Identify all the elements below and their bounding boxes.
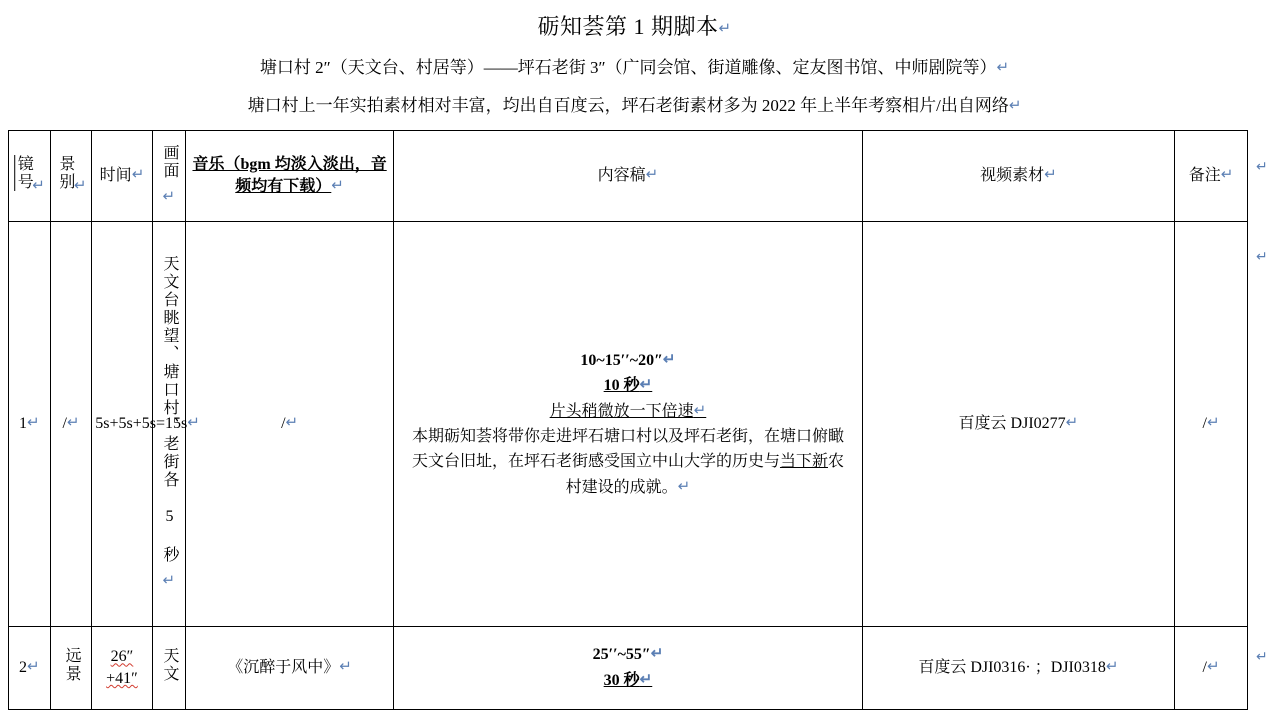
- content-line-3: 片头稍微放一下倍速: [549, 403, 694, 421]
- cell-content: [394, 222, 863, 627]
- paragraph-mark-icon: ↵: [339, 658, 352, 676]
- intro-paragraph-1-text: 塘口村 2″（天文台、村居等）——坪石老街 3″（广同会馆、街道雕像、定友图书馆、中师剧院等）: [259, 58, 997, 77]
- content-body-part-a: 本期砺知荟将带你走进坪石塘口村以及坪石老街，在塘口俯瞰天文台旧址，在坪石老街感受国立中山大学的历史与: [411, 428, 844, 470]
- paragraph-mark-icon: ↵: [1256, 648, 1268, 664]
- cell-picture: [152, 627, 185, 710]
- column-header-picture: [152, 131, 185, 222]
- column-header-video-label: 视频素材: [980, 167, 1045, 185]
- paragraph-mark-icon: ↵: [1256, 158, 1268, 174]
- table-row: [9, 627, 1248, 710]
- column-header-content: [394, 131, 863, 222]
- paragraph-mark-icon: ↵: [1008, 96, 1022, 114]
- cell-scene-value: 远景: [63, 646, 81, 683]
- paragraph-mark-icon: ↵: [331, 177, 344, 194]
- cell-music: [185, 222, 393, 627]
- paragraph-mark-icon: ↵: [32, 176, 45, 194]
- content-line-2: 10 秒: [603, 377, 640, 395]
- script-table: [8, 130, 1248, 710]
- cell-note: [1175, 627, 1248, 710]
- page-title: [0, 10, 1269, 41]
- document-page: [0, 10, 1269, 727]
- paragraph-mark-icon: ↵: [285, 414, 299, 432]
- cell-note: [1175, 222, 1248, 627]
- column-header-music: [185, 131, 393, 222]
- content-line-1: 25′′~55″: [592, 646, 651, 664]
- cell-shot: [9, 222, 51, 627]
- paragraph-mark-icon: ↵: [1044, 166, 1057, 184]
- content-body-underlined: 当下新: [779, 452, 828, 470]
- table-row: [9, 222, 1248, 627]
- column-header-video: [862, 131, 1174, 222]
- paragraph-mark-icon: ↵: [27, 658, 40, 676]
- cell-time: [92, 627, 152, 710]
- paragraph-mark-icon: ↵: [718, 20, 732, 37]
- paragraph-mark-icon: ↵: [187, 414, 200, 432]
- paragraph-mark-icon: ↵: [162, 187, 176, 205]
- cell-scene-value: /: [62, 415, 67, 433]
- column-header-time: [92, 131, 152, 222]
- paragraph-mark-icon: ↵: [131, 166, 145, 184]
- cell-shot-value: 2: [19, 659, 28, 677]
- column-header-note-label: 备注: [1188, 167, 1221, 185]
- column-header-scene: [50, 131, 92, 222]
- paragraph-mark-icon: ↵: [1220, 166, 1234, 184]
- cell-note-value: /: [1202, 659, 1207, 677]
- cell-scene: [50, 222, 92, 627]
- paragraph-mark-icon: ↵: [650, 645, 664, 663]
- cell-time-value: 26″+41″: [106, 648, 138, 687]
- cell-video-value: 百度云 DJI0316· ；DJI0318: [918, 659, 1106, 677]
- content-body-part-b: 农村建设的成就。: [565, 452, 844, 496]
- paragraph-mark-icon: ↵: [66, 414, 80, 432]
- paragraph-mark-icon: ↵: [1105, 658, 1119, 676]
- paragraph-mark-icon: ↵: [1065, 414, 1079, 432]
- cell-video: [862, 222, 1174, 627]
- cell-music-value: /: [281, 415, 286, 433]
- column-header-content-label: 内容稿: [597, 167, 646, 185]
- column-header-note: [1175, 131, 1248, 222]
- paragraph-mark-icon: ↵: [1206, 414, 1220, 432]
- paragraph-mark-icon: ↵: [27, 414, 40, 432]
- paragraph-mark-icon: ↵: [1206, 658, 1220, 676]
- cell-picture-value: 天文台眺望、塘口村、老街各 5 秒: [161, 255, 178, 565]
- paragraph-mark-icon: ↵: [996, 59, 1010, 76]
- paragraph-mark-icon: ↵: [677, 477, 691, 495]
- cell-picture-value: 天文: [161, 646, 178, 683]
- column-header-shot: [9, 131, 51, 222]
- cell-scene: [50, 627, 92, 710]
- paragraph-mark-icon: ↵: [693, 402, 707, 420]
- cell-note-value: /: [1202, 415, 1207, 433]
- cell-shot: [9, 627, 51, 710]
- paragraph-mark-icon: ↵: [639, 376, 653, 394]
- paragraph-mark-icon: ↵: [162, 572, 176, 589]
- paragraph-mark-icon: ↵: [662, 350, 676, 368]
- column-header-scene-label: 景别: [56, 154, 74, 191]
- content-line-1: 10~15′′~20″: [580, 351, 663, 369]
- intro-paragraph-1: [0, 55, 1269, 81]
- paragraph-mark-icon: ↵: [645, 166, 659, 184]
- cell-content: [394, 627, 863, 710]
- paragraph-mark-icon: ↵: [639, 671, 653, 688]
- paragraph-mark-icon: ↵: [1256, 248, 1268, 264]
- intro-paragraph-2-text: 塘口村上一年实拍素材相对丰富，均出自百度云，坪石老街素材多为 2022 年上半年考察相片/出自网络: [247, 95, 1009, 115]
- intro-paragraph-2: [0, 93, 1269, 119]
- column-header-picture-label: 画面: [161, 143, 178, 180]
- cell-time-value: 5s+5s+5s=15s: [95, 415, 188, 433]
- cell-music: [185, 627, 393, 710]
- column-header-music-label: 音乐（bgm 均淡入淡出，音频均有下载）: [192, 155, 387, 195]
- paragraph-mark-icon: ↵: [73, 176, 87, 194]
- table-header-row: [9, 131, 1248, 222]
- page-title-text: 砺知荟第 1 期脚本: [537, 14, 719, 39]
- cell-video: [862, 627, 1174, 710]
- cell-video-value: 百度云 DJI0277: [958, 415, 1066, 433]
- column-header-time-label: 时间: [99, 167, 132, 185]
- cell-shot-value: 1: [19, 415, 28, 433]
- content-line-2: 30 秒: [603, 672, 640, 689]
- column-header-shot-label: 镜号: [15, 154, 33, 191]
- cell-music-value: 《沉醉于风中》: [227, 659, 340, 677]
